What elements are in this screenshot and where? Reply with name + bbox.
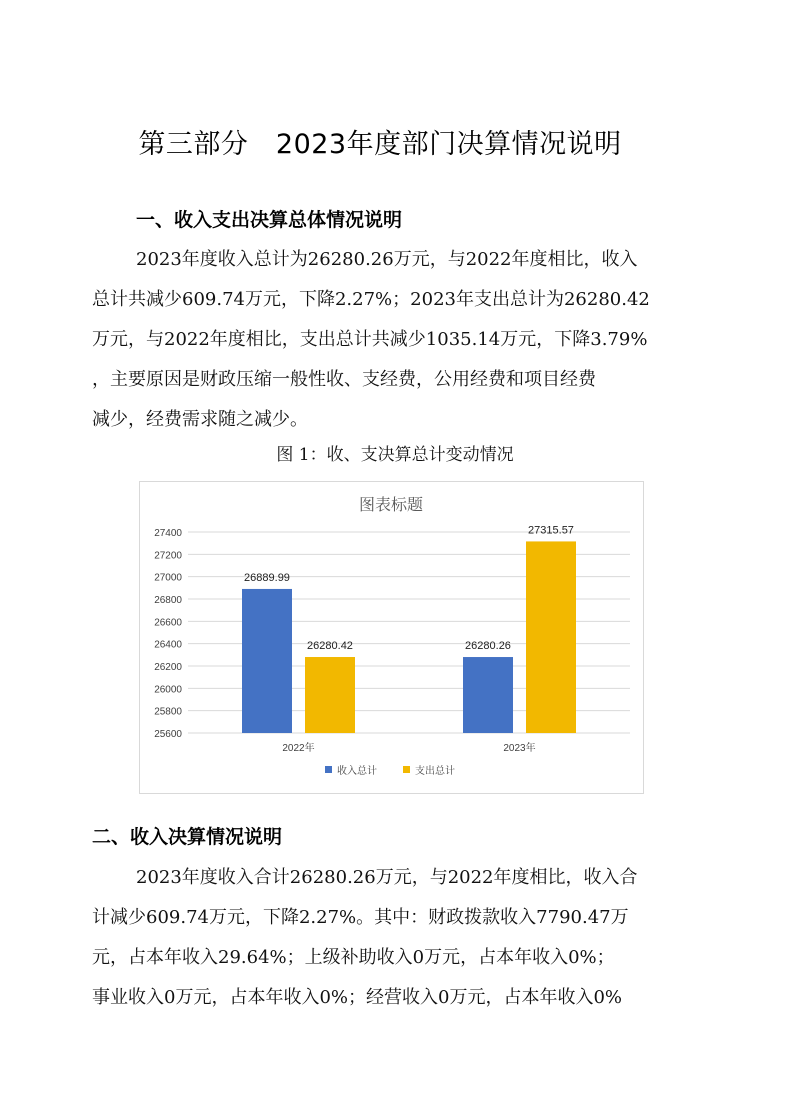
bar: [463, 657, 513, 733]
section2-heading: 二、收入决算情况说明: [92, 826, 283, 848]
chart-svg: [140, 482, 643, 793]
legend-label: 支出总计: [415, 766, 455, 777]
paragraph-line: 总计共减少609.74万元，下降2.27%；2023年支出总计为26280.42: [92, 289, 650, 310]
page-title: 第三部分 2023年度部门决算情况说明: [138, 129, 622, 160]
y-tick-label: 25800: [154, 706, 182, 718]
paragraph-line: 2023年度收入总计为26280.26万元，与2022年度相比，收入: [136, 249, 638, 270]
y-tick-label: 26800: [154, 595, 182, 606]
y-tick-label: 27000: [154, 572, 182, 584]
section2-paragraph: [92, 858, 668, 1018]
data-label: 26280.42: [307, 640, 353, 653]
figure-caption: 图 1：收、支决算总计变动情况: [276, 445, 514, 465]
y-tick-label: 26400: [154, 639, 182, 651]
y-tick-label: 25600: [154, 729, 182, 740]
paragraph-line: 元，占本年收入29.64%；上级补助收入0万元，占本年收入0%；: [92, 947, 615, 968]
bar: [526, 541, 576, 733]
legend-swatch: [325, 766, 332, 773]
paragraph-line: 减少，经费需求随之减少。: [92, 409, 308, 430]
y-tick-label: 26600: [154, 617, 182, 629]
paragraph-line: 2023年度收入合计26280.26万元，与2022年度相比，收入合: [136, 867, 638, 888]
paragraph-line: ，主要原因是财政压缩一般性收、支经费，公用经费和项目经费: [92, 369, 596, 390]
paragraph-line: 计减少609.74万元，下降2.27%。其中：财政拨款收入7790.47万: [92, 907, 629, 928]
legend-label: 收入总计: [337, 766, 377, 777]
section1-paragraph: [92, 240, 668, 440]
data-label: 26889.99: [244, 571, 290, 584]
y-tick-label: 27200: [154, 550, 182, 562]
bar-chart: [139, 481, 644, 794]
x-tick-label: 2023年: [503, 743, 536, 754]
y-tick-label: 26200: [154, 662, 182, 673]
y-tick-label: 27400: [154, 528, 182, 539]
paragraph-line: 万元，与2022年度相比，支出总计共减少1035.14万元，下降3.79%: [92, 329, 648, 350]
section1-heading: 一、收入支出决算总体情况说明: [136, 209, 403, 231]
x-tick-label: 2022年: [282, 743, 315, 754]
y-tick-label: 26000: [154, 684, 182, 696]
chart-title: 图表标题: [358, 497, 424, 514]
legend-swatch: [403, 766, 410, 773]
bar: [242, 589, 292, 733]
bar: [305, 657, 355, 733]
data-label: 27315.57: [528, 524, 574, 537]
paragraph-line: 事业收入0万元，占本年收入0%；经营收入0万元，占本年收入0%: [92, 987, 623, 1008]
data-label: 26280.26: [465, 640, 511, 653]
